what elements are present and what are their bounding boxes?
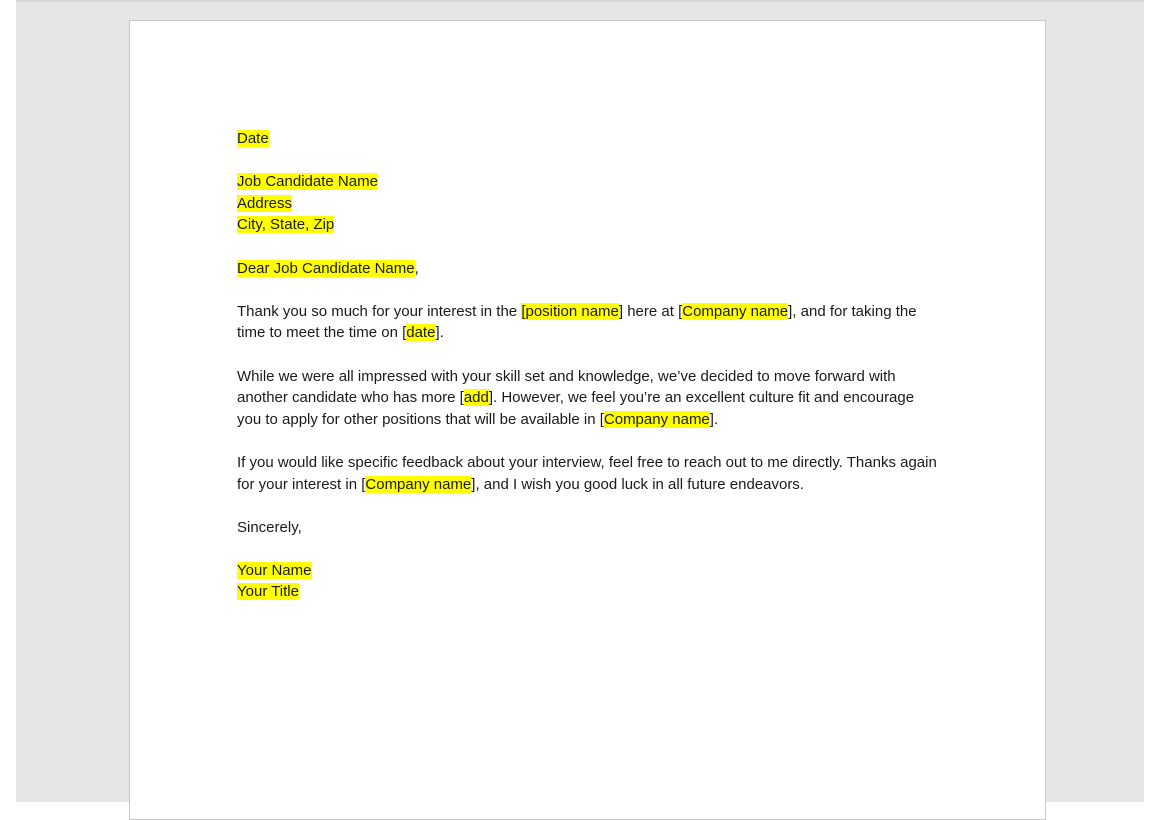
- paragraph-1: [237, 301, 937, 344]
- para2-text-2: ]. However, we feel you’re an excellent culture fit and encourage you to apply for other positions that will be available in [: [237, 389, 915, 428]
- paragraph-3: [237, 452, 937, 495]
- document-workspace[interactable]: [16, 0, 1144, 802]
- paragraph-2: [237, 366, 937, 431]
- para1-text-4: ].: [435, 324, 444, 342]
- interview-date-placeholder: date: [406, 324, 436, 342]
- letter-body[interactable]: [237, 128, 937, 625]
- company-name-placeholder: Company name: [603, 410, 710, 428]
- add-placeholder: add: [463, 389, 489, 407]
- your-name-placeholder: Your Name: [237, 561, 312, 579]
- salutation-placeholder: Dear Job Candidate Name: [237, 259, 415, 277]
- your-title-placeholder: Your Title: [237, 583, 299, 601]
- salutation-comma: ,: [414, 259, 419, 277]
- closing: Sincerely,: [237, 518, 302, 536]
- salutation: [237, 258, 937, 280]
- para3-text-2: ], and I wish you good luck in all future endeavors.: [471, 475, 804, 493]
- recipient-address-block: [237, 171, 937, 236]
- position-name-placeholder: [position name: [521, 302, 619, 320]
- para3-text-1: If you would like specific feedback about your interview, feel free to reach out to me directly. Thanks again for your interest in [: [237, 453, 937, 493]
- para1-text-1: Thank you so much for your interest in the: [237, 302, 522, 320]
- para2-text-3: ].: [709, 410, 719, 428]
- document-page[interactable]: [129, 20, 1046, 820]
- para1-text-2: ] here at [: [618, 302, 683, 320]
- signature-block: [237, 560, 937, 603]
- candidate-name-placeholder: Job Candidate Name: [237, 173, 378, 191]
- company-name-placeholder: Company name: [365, 475, 472, 493]
- para2-text-1: While we were all impressed with your skill set and knowledge, we’ve decided to move forward with another candidate who has more [: [237, 367, 896, 407]
- company-name-placeholder: Company name: [682, 302, 789, 320]
- city-state-zip-placeholder: City, State, Zip: [237, 216, 335, 234]
- address-placeholder: Address: [237, 194, 293, 212]
- para1-text-3: ], and for taking the time to meet the time on [: [237, 302, 917, 342]
- date-line: [237, 128, 937, 150]
- date-placeholder: Date: [237, 130, 269, 147]
